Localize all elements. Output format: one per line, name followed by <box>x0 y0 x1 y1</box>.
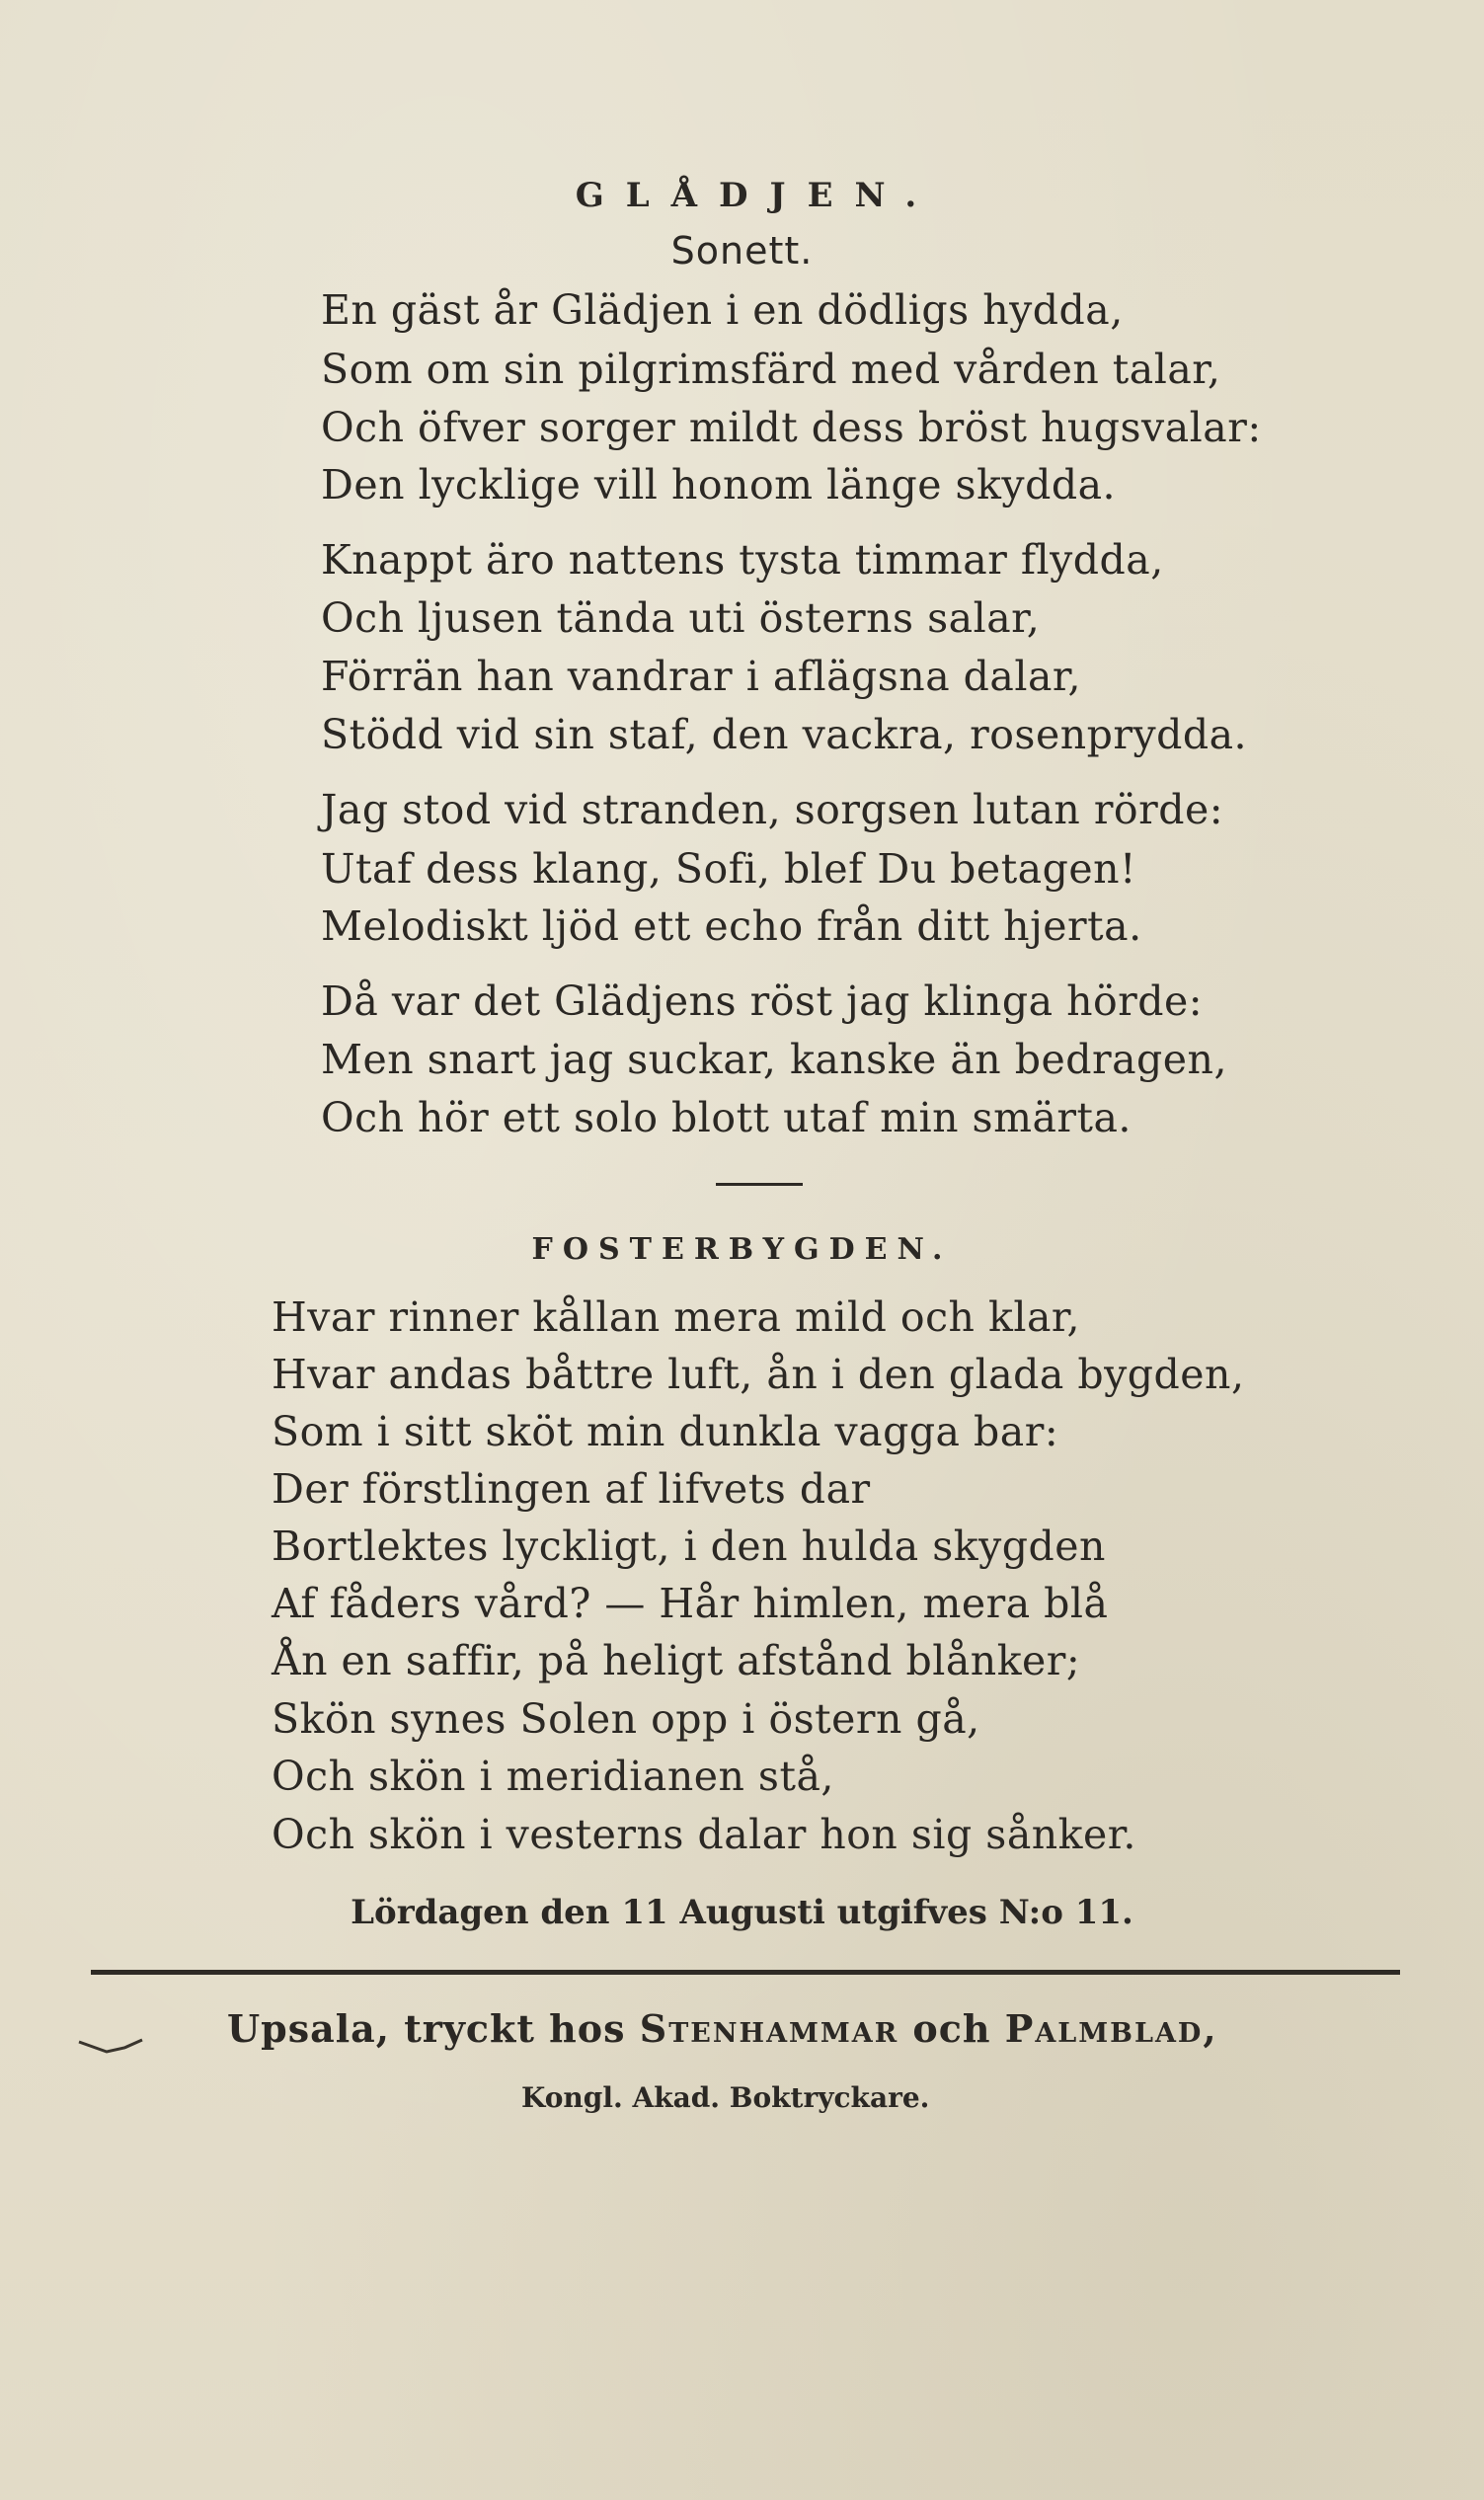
poem-line: Då var det Glädjens röst jag klinga hörde: <box>321 977 1204 1025</box>
poem-line: Och skön i vesterns dalar hon sig sånker. <box>272 1811 1136 1858</box>
imprint-printer-2: Palmblad, <box>1004 2006 1218 2051</box>
poem-line: Och ljusen tända uti österns salar, <box>321 594 1041 642</box>
poem-line: Hvar andas båttre luft, ån i den glada bygden, <box>272 1351 1245 1398</box>
imprint-line <box>227 2006 1218 2051</box>
poem-title-gladjen: GLÅDJEN. <box>575 176 939 215</box>
poem-line: En gäst år Glädjen i en dödligs hydda, <box>321 286 1124 334</box>
poem-line: Der förstlingen af lifvets dar <box>272 1465 871 1513</box>
poem-line: Utaf dess klang, Sofi, blef Du betagen! <box>321 845 1137 893</box>
poem-line: Melodiskt ljöd ett echo från ditt hjerta. <box>321 902 1142 950</box>
poem-line: Men snart jag suckar, kanske än bedragen, <box>321 1036 1227 1083</box>
poem-line: Och öfver sorger mildt dess bröst hugsvalar: <box>321 404 1262 451</box>
poem-line: Ån en saffir, på heligt afstånd blånker; <box>272 1637 1081 1684</box>
poem-line: Af fåders vård? — Hår himlen, mera blå <box>272 1580 1109 1627</box>
imprint-city: Upsala, <box>227 2006 391 2051</box>
footer-rule <box>91 1970 1400 1975</box>
poem-line: Hvar rinner kållan mera mild och klar, <box>272 1293 1081 1341</box>
ink-mark-icon <box>77 2034 146 2058</box>
next-issue-notice: Lördagen den 11 Augusti utgifves N:o 11. <box>351 1893 1133 1932</box>
poem-line: Bortlektes lyckligt, i den hulda skygden <box>272 1523 1106 1570</box>
poem-line: Och skön i meridianen stå, <box>272 1753 834 1800</box>
imprint-title: Kongl. Akad. Boktryckare. <box>521 2081 930 2114</box>
poem-line: Den lycklige vill honom länge skydda. <box>321 461 1117 508</box>
section-divider <box>716 1183 803 1186</box>
poem-line: Och hör ett solo blott utaf min smärta. <box>321 1094 1132 1141</box>
poem-line: Som i sitt sköt min dunkla vagga bar: <box>272 1408 1059 1455</box>
poem-subtitle-sonett: Sonett. <box>670 229 814 273</box>
poem-title-fosterbygden: FOSTERBYGDEN. <box>531 1232 953 1267</box>
poem-line: Jag stod vid stranden, sorgsen lutan rörde: <box>321 786 1224 833</box>
poem-line: Stödd vid sin staf, den vackra, rosenprydda. <box>321 711 1248 758</box>
poem-line: Skön synes Solen opp i östern gå, <box>272 1695 980 1743</box>
poem-line: Knappt äro nattens tysta timmar flydda, <box>321 536 1164 584</box>
imprint-printed-by: tryckt hos <box>404 2006 626 2051</box>
imprint-printer-1: Stenhammar <box>639 2006 899 2051</box>
imprint-and: och <box>912 2006 991 2051</box>
poem-line: Förrän han vandrar i aflägsna dalar, <box>321 653 1082 700</box>
poem-line: Som om sin pilgrimsfärd med vården talar, <box>321 346 1221 393</box>
